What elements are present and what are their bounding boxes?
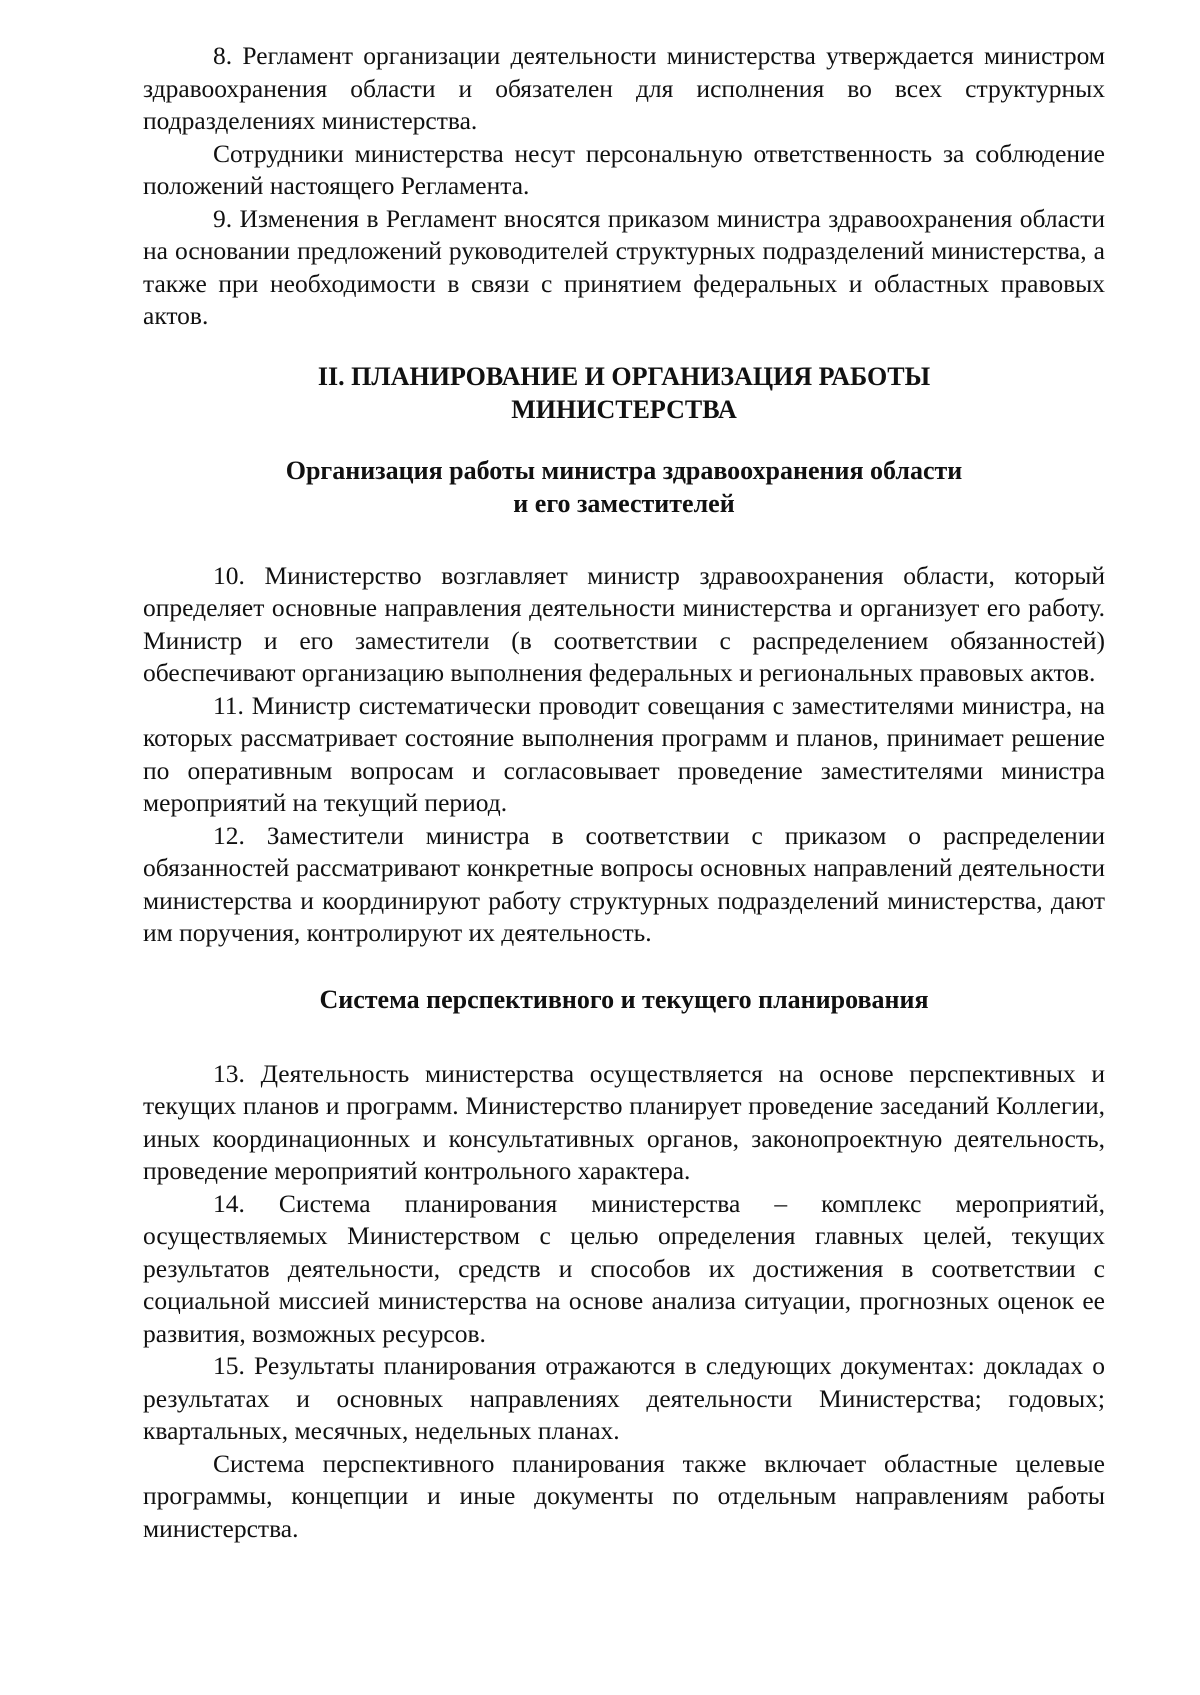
subsection-minister-heading-line-2: и его заместителей [513, 488, 735, 518]
paragraph-15-planning-system: Система перспективного планирования также включает областные целевые программы, концепции и иные документы по отдельным направлениям работы министерства. [143, 1448, 1105, 1543]
paragraph-8-responsibility: Сотрудники министерства несут персональную ответственность за соблюдение положений настоящего Регламента. [143, 138, 1105, 200]
paragraph-11: 11. Министр систематически проводит совещания с заместителями министра, на которых рассматривает состояние выполнения программ и планов, принимает решение по оперативным вопросам и согласовывает проведение заместителями министра мероприятий на текущий период. [143, 690, 1105, 817]
section-2-heading [143, 360, 1105, 426]
section-2-heading-line-1: II. ПЛАНИРОВАНИЕ И ОРГАНИЗАЦИЯ РАБОТЫ [317, 361, 931, 391]
paragraph-14: 14. Система планирования министерства – комплекс мероприятий, осуществляемых Министерством с целью определения главных целей, текущих результатов деятельности, средств и способов их достижения в соответствии с социальной миссией министерства на основе анализа ситуации, прогнозных оценок ее развития, возможных ресурсов. [143, 1188, 1105, 1348]
paragraph-9: 9. Изменения в Регламент вносятся приказом министра здравоохранения области на основании предложений руководителей структурных подразделений министерства, а также при необходимости в связи с принятием федеральных и областных правовых актов. [143, 203, 1105, 330]
paragraph-15: 15. Результаты планирования отражаются в следующих документах: докладах о результатах и основных направлениях деятельности Министерства; годовых; квартальных, месячных, недельных планах. [143, 1351, 1105, 1445]
document-body [143, 40, 1105, 1545]
subsection-planning-heading: Система перспективного и текущего планирования [319, 984, 929, 1014]
paragraph-10: 10. Министерство возглавляет министр здравоохранения области, который определяет основные направления деятельности министерства и организует его работу. Министр и его заместители (в соответствии с распределением обязанностей) обеспечивают организацию выполнения федеральных и региональных правовых актов. [143, 560, 1105, 687]
subsection-minister-heading [143, 454, 1105, 520]
paragraph-13: 13. Деятельность министерства осуществляется на основе перспективных и текущих планов и программ. Министерство планирует проведение заседаний Коллегии, иных координационных и консультативных органов, законопроектную деятельность, проведение мероприятий контрольного характера. [143, 1058, 1105, 1185]
paragraph-8: 8. Регламент организации деятельности министерства утверждается министром здравоохранения области и обязателен для исполнения во всех структурных подразделениях министерства. [143, 41, 1105, 135]
section-2-heading-line-2: МИНИСТЕРСТВА [511, 394, 737, 424]
subsection-minister-heading-line-1: Организация работы министра здравоохранения области [285, 455, 963, 485]
paragraph-12: 12. Заместители министра в соответствии с приказом о распределении обязанностей рассматривают конкретные вопросы основных направлений деятельности министерства и координируют работу структурных подразделений министерства, дают им поручения, контролируют их деятельность. [143, 820, 1105, 947]
